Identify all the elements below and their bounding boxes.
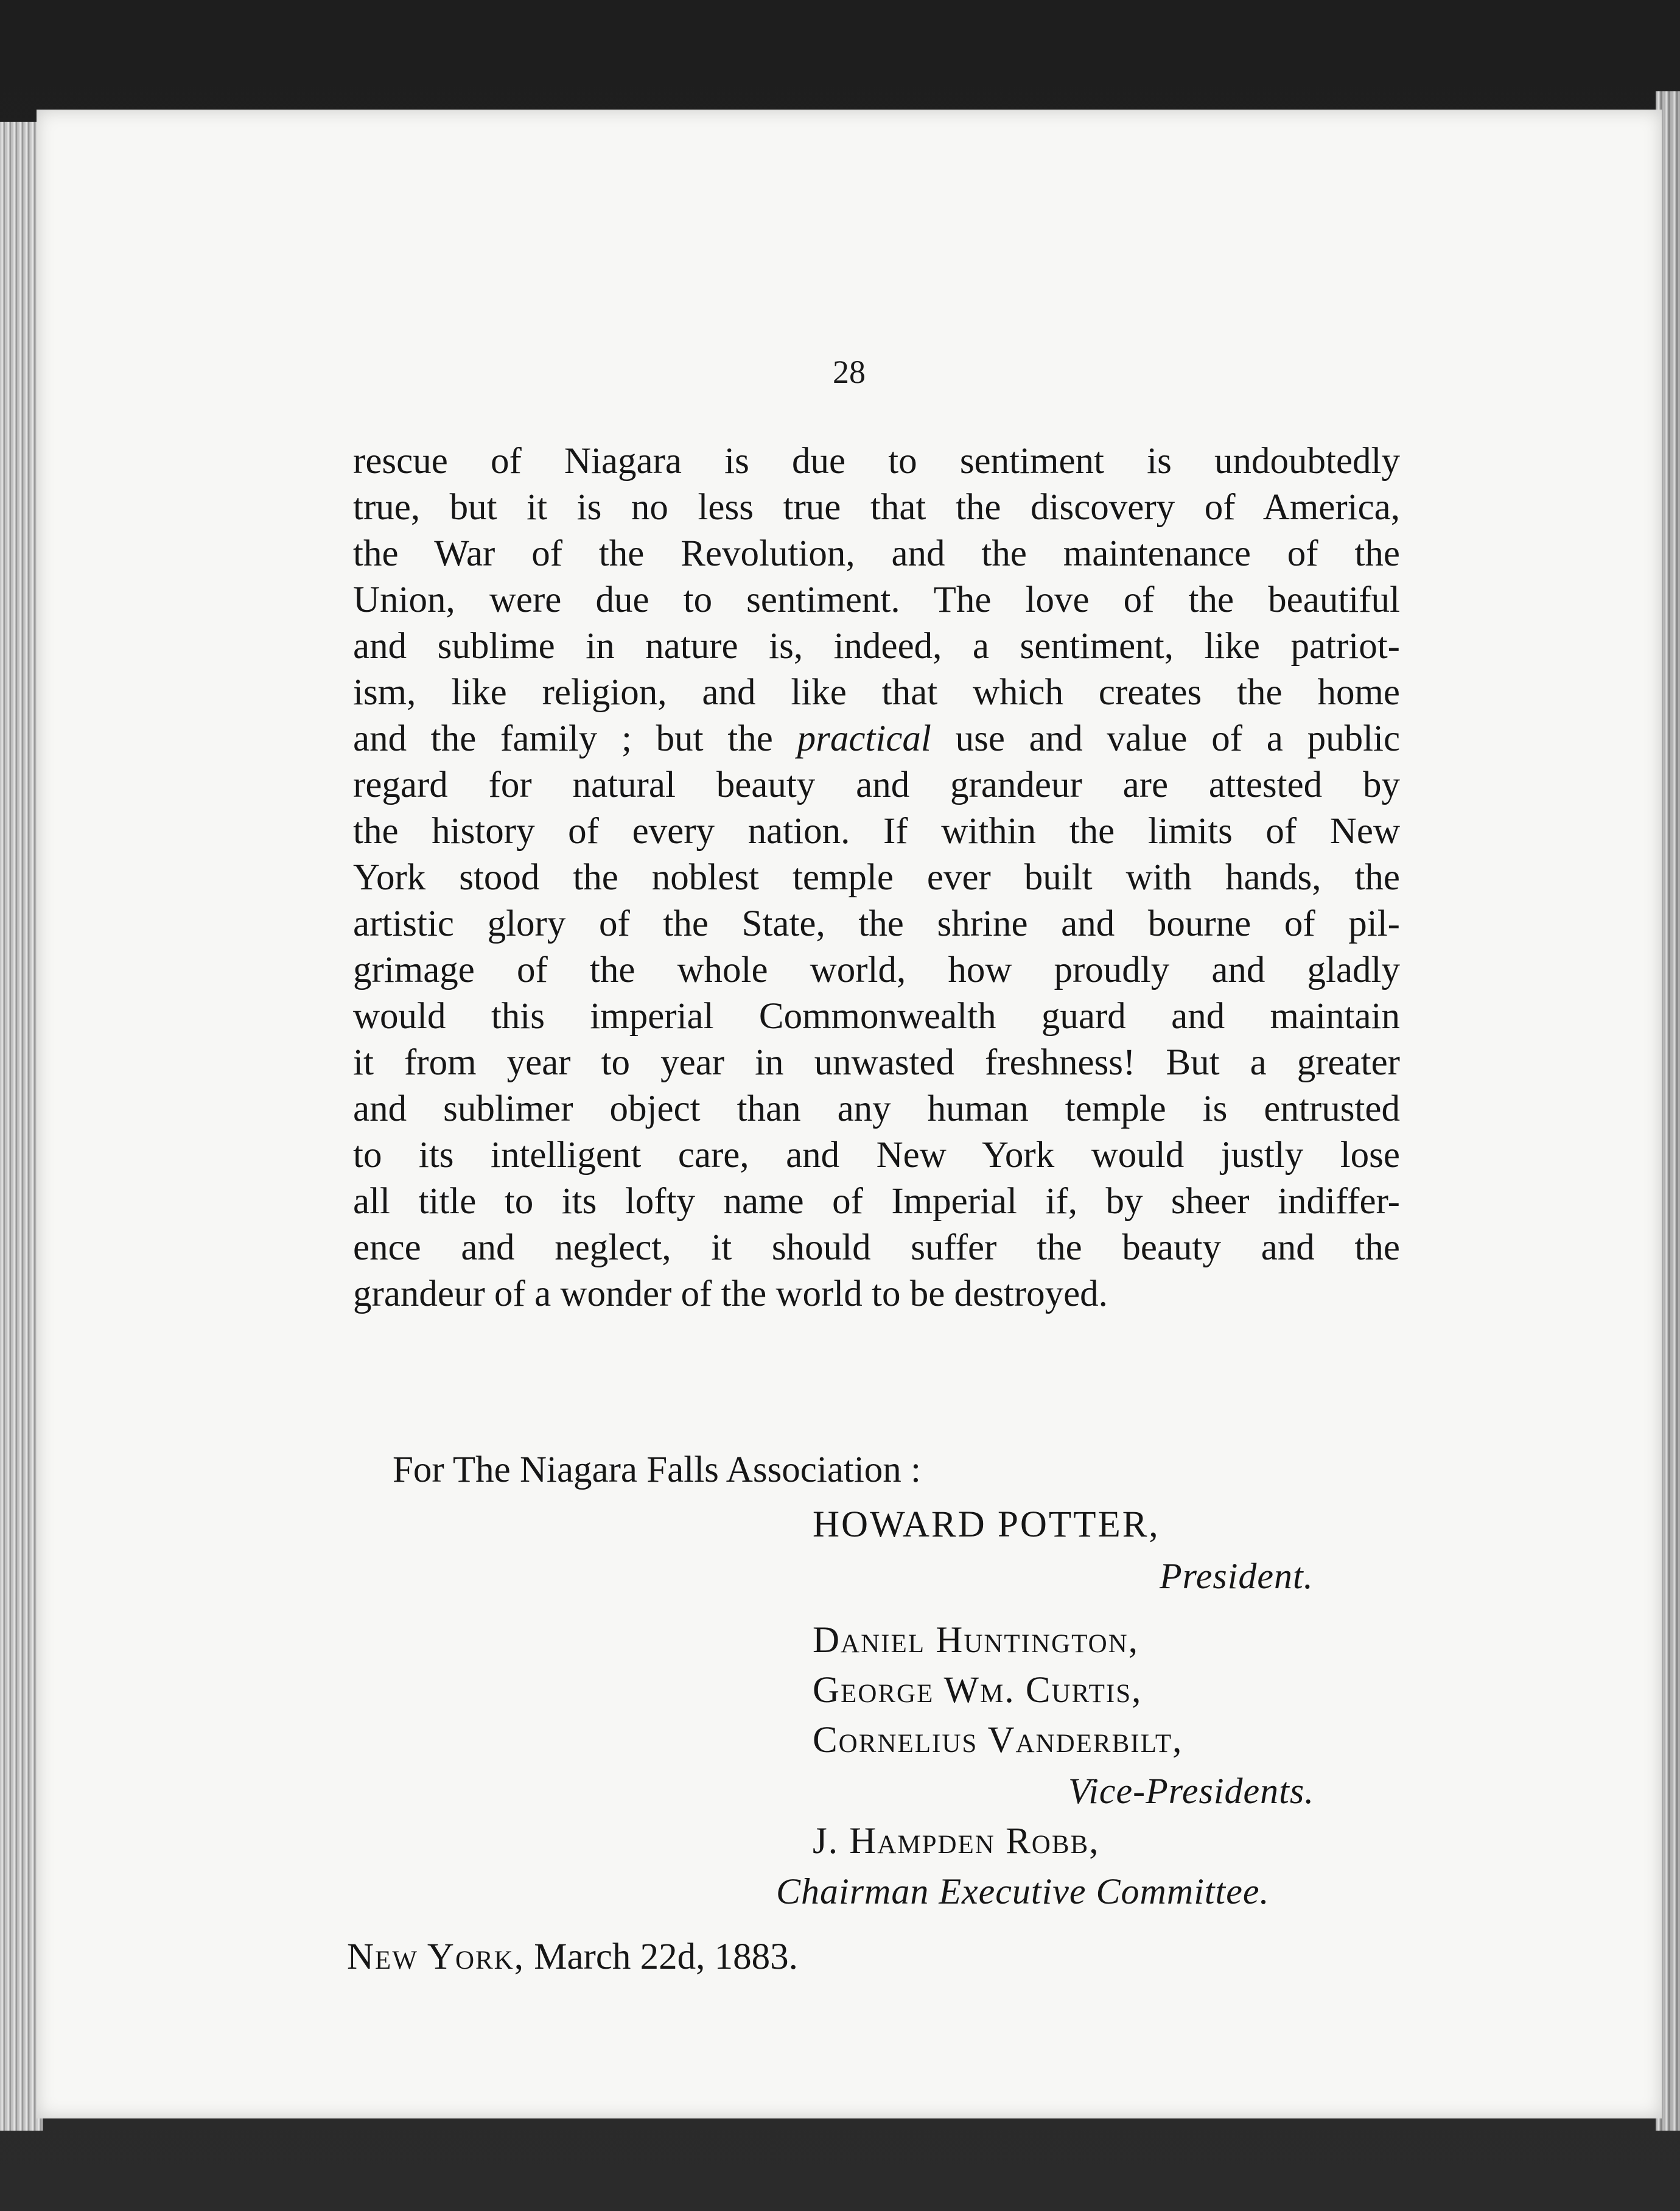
body-line: it from year to year in unwasted freshness! But a greater xyxy=(353,1042,1400,1083)
body-line: ence and neglect, it should suffer the beauty and the xyxy=(353,1227,1400,1268)
page-number: 28 xyxy=(833,354,866,390)
president-title: President. xyxy=(1160,1556,1314,1596)
chairman-name: J. Hampden Robb, xyxy=(813,1821,1100,1862)
body-paragraph xyxy=(353,438,1400,1317)
emphasis-practical: practical xyxy=(797,718,931,759)
body-line: the War of the Revolution, and the maintenance of the xyxy=(353,533,1400,574)
dateline-date: March 22d, 1883. xyxy=(534,1936,798,1977)
vice-president-name: George Wm. Curtis, xyxy=(813,1670,1143,1711)
body-line: regard for natural beauty and grandeur are attested by xyxy=(353,765,1400,805)
body-line: rescue of Niagara is due to sentiment is undoubtedly xyxy=(353,441,1400,482)
body-line: artistic glory of the State, the shrine and bourne of pil- xyxy=(353,903,1400,944)
body-line: and sublimer object than any human temple is entrusted xyxy=(353,1088,1400,1129)
president-name: HOWARD POTTER, xyxy=(813,1504,1160,1545)
dateline-place: New York, xyxy=(347,1936,525,1977)
body-line: grimage of the whole world, how proudly and gladly xyxy=(353,950,1400,990)
body-line: and sublime in nature is, indeed, a sentiment, like patriot- xyxy=(353,626,1400,667)
book-page xyxy=(37,110,1662,2118)
body-line: ism, like religion, and like that which creates the home xyxy=(353,672,1400,713)
body-line-part: use and value of a public xyxy=(955,718,1401,759)
association-line: For The Niagara Falls Association : xyxy=(393,1449,921,1490)
vice-president-name: Daniel Huntington, xyxy=(813,1620,1139,1661)
vice-president-name: Cornelius Vanderbilt, xyxy=(813,1720,1183,1761)
body-line-final: grandeur of a wonder of the world to be destroyed. xyxy=(353,1274,1108,1314)
body-line: would this imperial Commonwealth guard and maintain xyxy=(353,996,1400,1037)
body-line-with-emphasis xyxy=(353,716,1400,762)
body-line: York stood the noblest temple ever built with hands, the xyxy=(353,857,1400,898)
body-line-part: and the family ; but the xyxy=(353,718,773,759)
chairman-title: Chairman Executive Committee. xyxy=(776,1871,1270,1911)
vice-presidents-title: Vice-Presidents. xyxy=(1068,1771,1315,1811)
body-line: the history of every nation. If within the limits of New xyxy=(353,811,1400,852)
body-line: Union, were due to sentiment. The love of the beautiful xyxy=(353,580,1400,620)
body-line: to its intelligent care, and New York would justly lose xyxy=(353,1135,1400,1176)
body-line: all title to its lofty name of Imperial if, by sheer indiffer- xyxy=(353,1181,1400,1222)
dateline xyxy=(347,1936,798,1978)
body-line: true, but it is no less true that the discovery of America, xyxy=(353,487,1400,528)
